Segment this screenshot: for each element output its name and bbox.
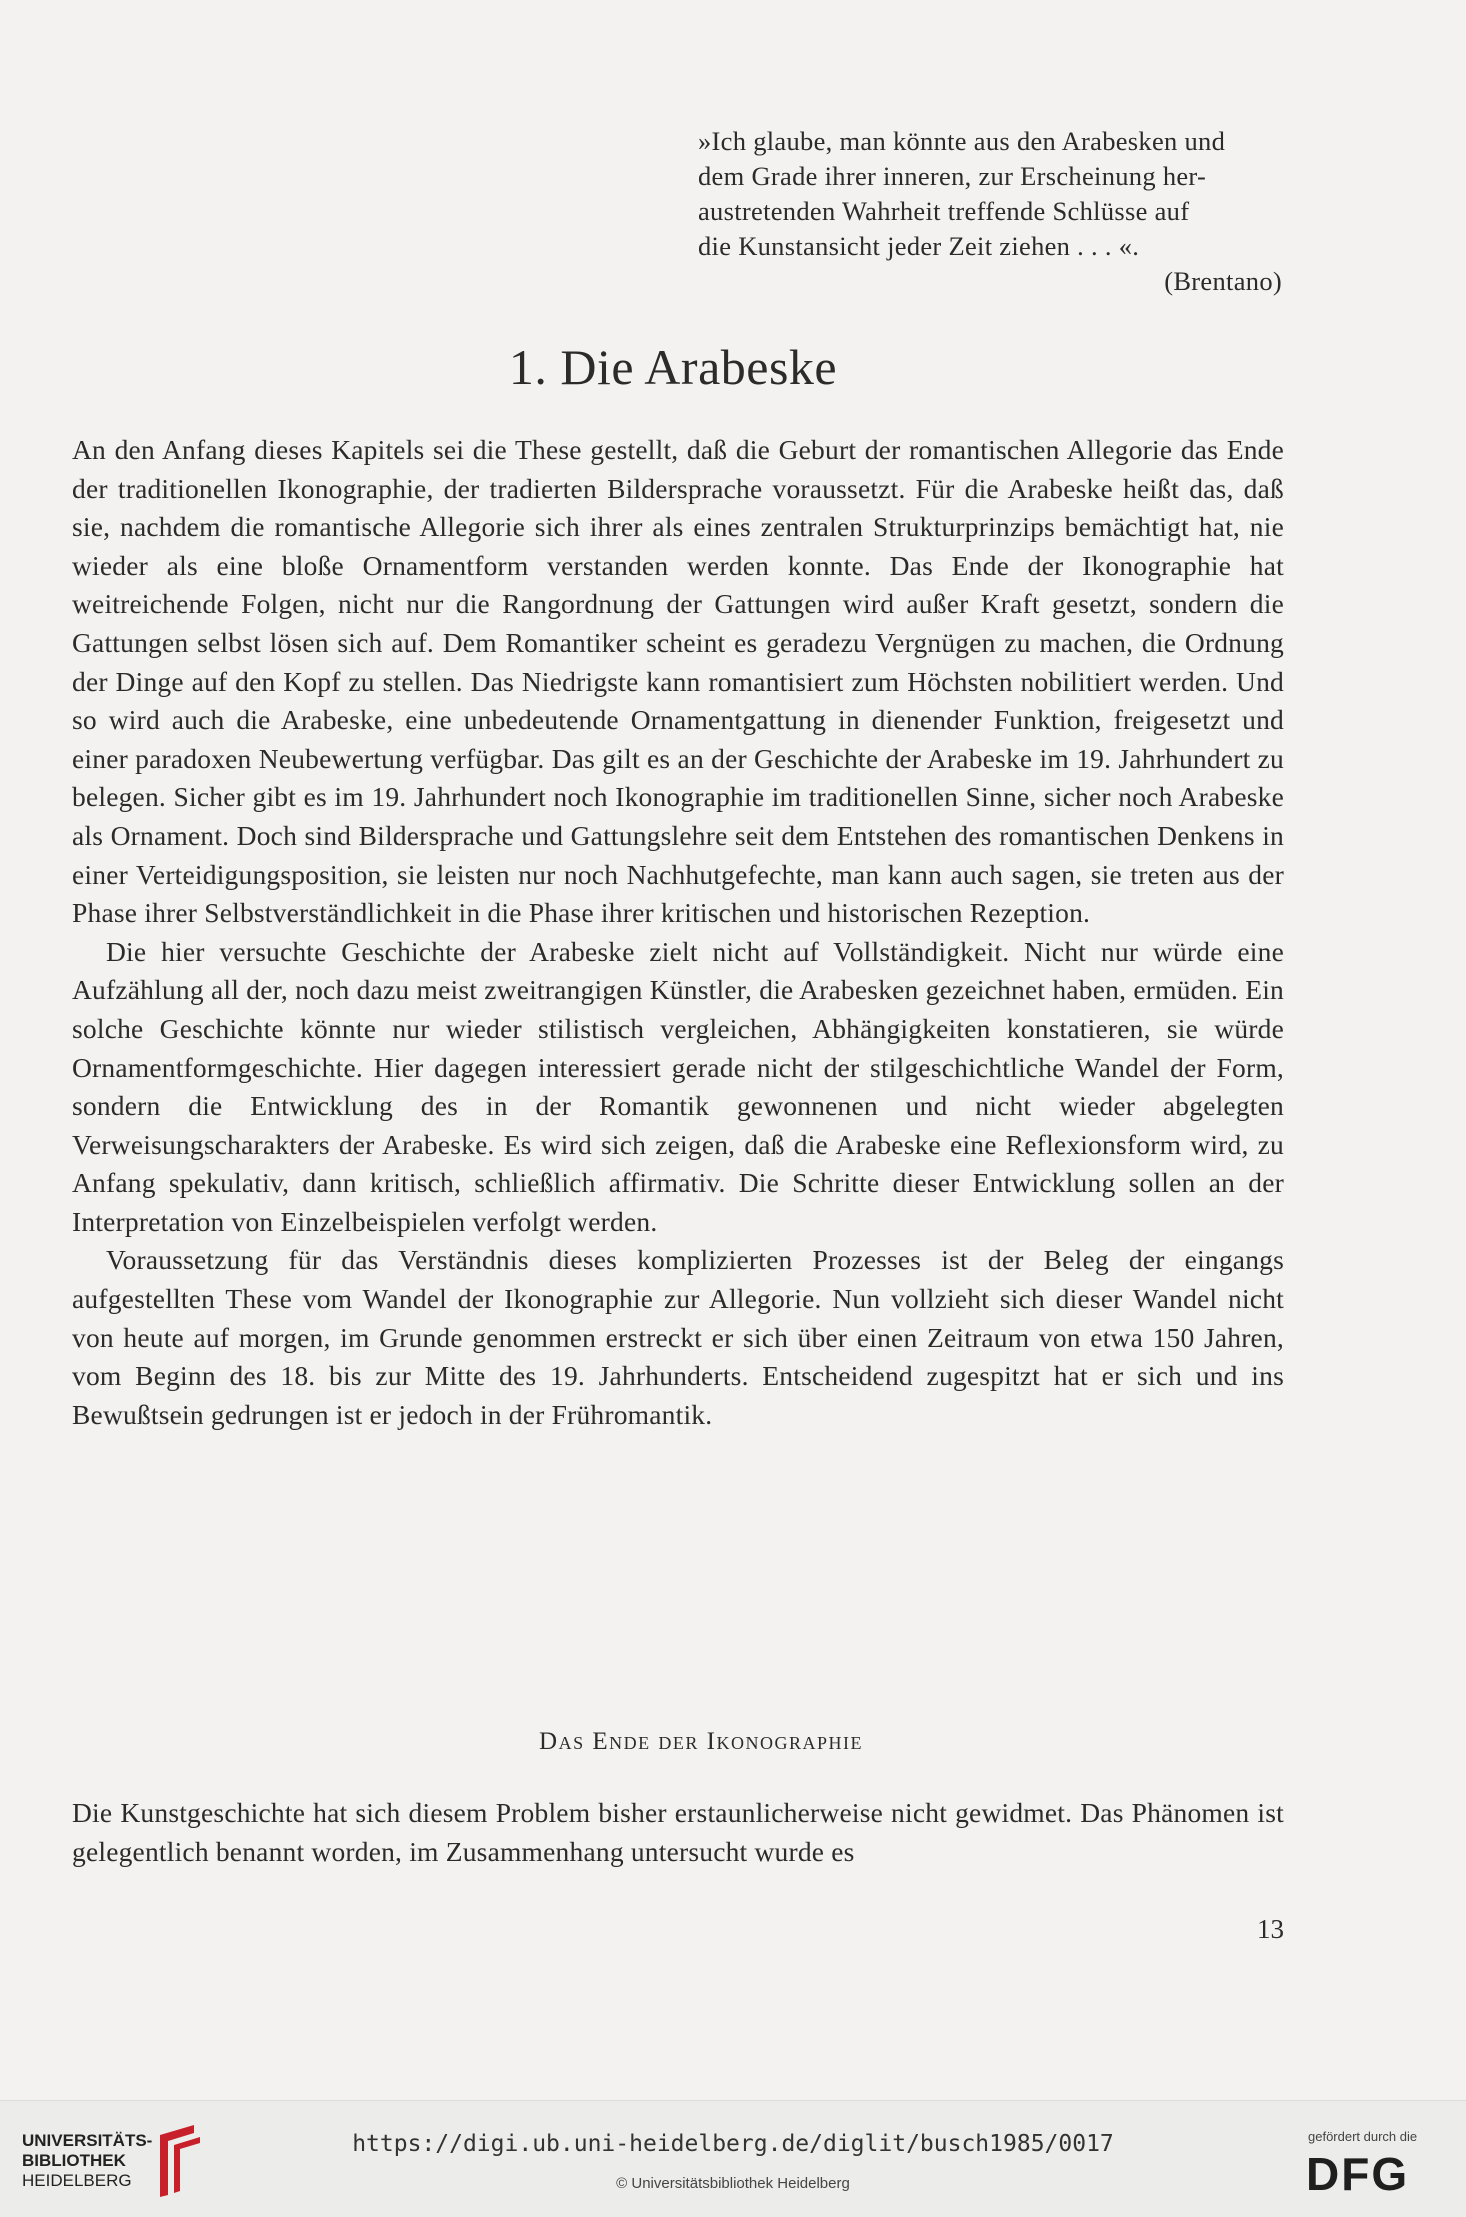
paragraph: Voraussetzung für das Verständnis dieses komplizierten Prozesses ist der Beleg der eingangs aufgestellten These vom Wandel der Ikonographie zur Allegorie. Nun vollzieht sich dieser Wandel nicht von heute auf morgen, im Grunde genommen erstreckt er sich über einen Zeitraum von etwa 150 Jahren, vom Beginn des 18. bis zur Mitte des 19. Jahrhunderts. Entscheidend zugespitzt hat er sich und ins Bewußtsein gedrungen ist er jedoch in der Frühromantik. [72,1244,1284,1430]
chapter-title: 1. Die Arabeske [508,339,838,395]
library-name-line: BIBLIOTHEK [22,2151,126,2170]
chapter-epigraph [698,124,1282,299]
paragraph: An den Anfang dieses Kapitels sei die These gestellt, daß die Geburt der romantischen Allegorie das Ende der traditionellen Ikonographie, der tradierten Bildersprache voraussetzt. Für die Arabeske heißt das, daß sie, nachdem die romantische Allegorie sich ihrer als eines zentralen Strukturprinzips bemächtigt hat, nie wieder als eine bloße Ornamentform verstanden werden konnte. Das Ende der Ikonographie hat weitreichende Folgen, nicht nur die Rangordnung der Gattungen wird außer Kraft gesetzt, sondern die Gattungen selbst lösen sich auf. Dem Romantiker scheint es geradezu Vergnügen zu machen, die Ordnung der Dinge auf den Kopf zu stellen. Das Niedrigste kann romantisiert zum Höchsten nobilitiert werden. Und so wird auch die Arabeske, eine unbedeutende Ornamentgattung in dienender Funktion, freigesetzt und einer paradoxen Neubewertung verfügbar. Das gilt es an der Geschichte der Arabeske im 19. Jahrhundert zu belegen. Sicher gibt es im 19. Jahrhundert noch Ikonographie im traditionellen Sinne, sicher noch Arabeske als Ornament. Doch sind Bildersprache und Gattungslehre seit dem Entstehen des romantischen Denkens in einer Verteidigungsposition, sie leisten nur noch Nachhutgefechte, man kann auch sagen, sie treten aus der Phase ihrer Selbstverständlichkeit in die Phase ihrer kritischen und historischen Rezeption. [72,434,1284,929]
epigraph-line: die Kunstansicht jeder Zeit ziehen . . . «. [698,231,1140,261]
permalink-url[interactable]: https://digi.ub.uni-heidelberg.de/diglit/busch1985/0017 [352,2131,1114,2157]
epigraph-line: »Ich glaube, man könnte aus den Arabesken und [698,126,1226,156]
dfg-logo: DFG [1306,2148,1410,2200]
section-heading: Das Ende der Ikonographie [539,1728,863,1755]
paragraph: Die hier versuchte Geschichte der Arabeske zielt nicht auf Vollständigkeit. Nicht nur würde eine Aufzählung all der, noch dazu meist zweitrangigen Künstler, die Arabesken gezeichnet haben, ermüden. Ein solche Geschichte könnte nur wieder stilistisch vergleichen, Abhängigkeiten konstatieren, sie würde Ornamentformgeschichte. Hier dagegen interessiert gerade nicht der stilgeschichtliche Wandel der Form, sondern die Entwicklung des in der Romantik gewonnenen und nicht wieder abgelegten Verweisungscharakters der Arabeske. Es wird sich zeigen, daß die Arabeske eine Reflexionsform wird, zu Anfang spekulativ, dann kritisch, schließlich affirmativ. Die Schritte dieser Entwicklung sollen an der Interpretation von Einzelbeispielen verfolgt werden. [72,935,1284,1237]
digitization-footer [0,2100,1466,2217]
epigraph-source: (Brentano) [1164,266,1282,296]
paragraph: Die Kunstgeschichte hat sich diesem Problem bisher erstaunlicherweise nicht gewidmet. Das Phänomen ist gelegentlich benannt worden, im Zusammenhang untersucht wurde es [72,1797,1284,1867]
page-number: 13 [1257,1914,1284,1944]
library-name-line: UNIVERSITÄTS- [22,2131,153,2150]
section-body [72,1794,1284,1871]
funding-note: gefördert durch die [1308,2129,1418,2144]
copyright-notice: © Universitätsbibliothek Heidelberg [616,2175,850,2192]
epigraph-line: dem Grade ihrer inneren, zur Erscheinung her- [698,161,1207,191]
epigraph-line: austretenden Wahrheit treffende Schlüsse auf [698,196,1190,226]
chapter-body [72,431,1284,1434]
library-name-line: HEIDELBERG [22,2171,132,2190]
